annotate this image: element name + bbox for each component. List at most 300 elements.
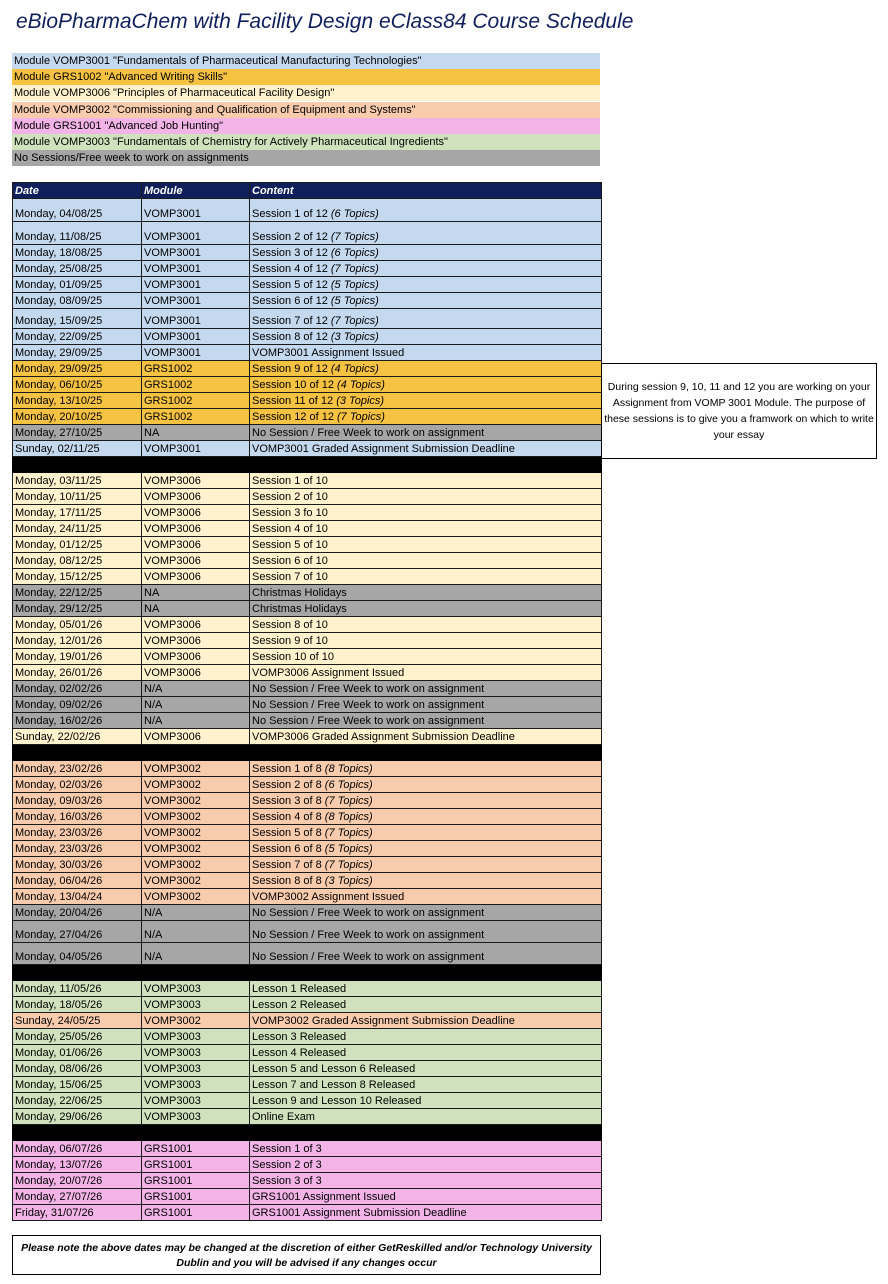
content-cell — [250, 553, 602, 569]
table-row — [13, 649, 602, 665]
module-cell: VOMP3002 — [142, 793, 250, 809]
table-row — [13, 473, 602, 489]
topic-count: (5 Topics) — [330, 279, 379, 291]
legend-item-vomp3003: Module VOMP3003 "Fundamentals of Chemistry for Actively Pharmaceutical Ingredients" — [12, 134, 600, 150]
table-row — [13, 873, 602, 889]
module-cell: N/A — [142, 905, 250, 921]
date-cell: Monday, 16/03/26 — [13, 809, 142, 825]
table-row — [13, 521, 602, 537]
content-cell — [250, 569, 602, 585]
module-cell: VOMP3002 — [142, 1013, 250, 1029]
content-cell — [250, 761, 602, 777]
content-cell — [250, 997, 602, 1013]
date-cell: Monday, 04/08/25 — [13, 199, 142, 222]
content-text: Session 5 of 8 — [252, 827, 325, 839]
date-cell: Friday, 31/07/26 — [13, 1205, 142, 1221]
content-cell — [250, 1093, 602, 1109]
module-cell: VOMP3006 — [142, 633, 250, 649]
content-cell — [250, 393, 602, 409]
table-row — [13, 665, 602, 681]
table-header-row — [13, 183, 602, 199]
content-cell — [250, 889, 602, 905]
module-cell: GRS1001 — [142, 1205, 250, 1221]
module-cell: VOMP3006 — [142, 473, 250, 489]
content-text: Session 1 of 8 — [252, 763, 325, 775]
date-cell: Monday, 15/09/25 — [13, 309, 142, 329]
topic-count: (8 Topics) — [324, 763, 373, 775]
table-row — [13, 713, 602, 729]
date-cell: Monday, 20/04/26 — [13, 905, 142, 921]
content-cell — [250, 617, 602, 633]
schedule-body — [13, 199, 602, 1221]
table-row — [13, 809, 602, 825]
table-row — [13, 245, 602, 261]
content-text: Lesson 3 Released — [252, 1031, 347, 1043]
table-row — [13, 825, 602, 841]
content-text: VOMP3001 Graded Assignment Submission Deadline — [252, 443, 515, 455]
content-cell — [250, 489, 602, 505]
table-row — [13, 997, 602, 1013]
page-title: eBioPharmaChem with Facility Design eClass84 Course Schedule — [16, 10, 634, 33]
table-row — [13, 377, 602, 393]
content-text: Session 3 fo 10 — [252, 507, 328, 519]
section-separator — [13, 1125, 602, 1141]
module-cell: VOMP3003 — [142, 1045, 250, 1061]
content-cell — [250, 537, 602, 553]
content-text: Session 1 of 3 — [252, 1143, 322, 1155]
date-cell: Monday, 20/07/26 — [13, 1173, 142, 1189]
content-cell — [250, 1157, 602, 1173]
content-text: Christmas Holidays — [252, 603, 347, 615]
content-cell — [250, 633, 602, 649]
table-row — [13, 569, 602, 585]
module-cell: VOMP3002 — [142, 809, 250, 825]
module-cell: VOMP3001 — [142, 345, 250, 361]
content-text: Session 6 of 12 — [252, 295, 331, 307]
table-row — [13, 1173, 602, 1189]
table-row — [13, 633, 602, 649]
date-cell: Monday, 15/06/25 — [13, 1077, 142, 1093]
table-row — [13, 1157, 602, 1173]
topic-count: (8 Topics) — [324, 811, 373, 823]
content-text: Online Exam — [252, 1111, 315, 1123]
content-text: Session 1 of 12 — [252, 208, 331, 220]
table-row — [13, 681, 602, 697]
content-text: Session 10 of 12 — [252, 379, 338, 391]
content-text: Lesson 2 Released — [252, 999, 347, 1011]
section-separator — [13, 965, 602, 981]
content-cell — [250, 521, 602, 537]
module-cell: GRS1001 — [142, 1141, 250, 1157]
module-cell: VOMP3006 — [142, 569, 250, 585]
module-cell: VOMP3003 — [142, 981, 250, 997]
table-row — [13, 277, 602, 293]
content-cell — [250, 905, 602, 921]
table-row — [13, 441, 602, 457]
table-row — [13, 361, 602, 377]
topic-count: (3 Topics) — [336, 395, 385, 407]
table-row — [13, 793, 602, 809]
content-text: Session 4 of 8 — [252, 811, 325, 823]
topic-count: (7 Topics) — [324, 859, 373, 871]
date-cell: Monday, 18/05/26 — [13, 997, 142, 1013]
column-header-content: Content — [250, 183, 602, 199]
legend-item-vomp3001: Module VOMP3001 "Fundamentals of Pharmaceutical Manufacturing Technologies" — [12, 53, 600, 69]
content-text: No Session / Free Week to work on assignment — [252, 907, 485, 919]
content-cell — [250, 601, 602, 617]
module-cell: VOMP3001 — [142, 293, 250, 309]
date-cell: Monday, 09/02/26 — [13, 697, 142, 713]
table-row — [13, 1013, 602, 1029]
separator-bar — [13, 457, 602, 473]
content-text: VOMP3002 Assignment Issued — [252, 891, 405, 903]
table-row — [13, 537, 602, 553]
content-cell — [250, 473, 602, 489]
module-cell: VOMP3002 — [142, 857, 250, 873]
content-text: Lesson 1 Released — [252, 983, 347, 995]
topic-count: (6 Topics) — [324, 779, 373, 791]
date-cell: Monday, 13/10/25 — [13, 393, 142, 409]
module-cell: VOMP3002 — [142, 841, 250, 857]
table-row — [13, 309, 602, 329]
table-row — [13, 585, 602, 601]
content-text: Lesson 7 and Lesson 8 Released — [252, 1079, 416, 1091]
module-cell: VOMP3003 — [142, 997, 250, 1013]
content-text: Lesson 5 and Lesson 6 Released — [252, 1063, 416, 1075]
content-cell — [250, 585, 602, 601]
content-text: Session 1 of 10 — [252, 475, 328, 487]
module-cell: VOMP3003 — [142, 1029, 250, 1045]
content-text: Session 7 of 8 — [252, 859, 325, 871]
table-row — [13, 1061, 602, 1077]
content-text: Session 3 of 3 — [252, 1175, 322, 1187]
table-row — [13, 1093, 602, 1109]
module-legend — [12, 53, 600, 166]
date-cell: Monday, 29/09/25 — [13, 345, 142, 361]
table-row — [13, 222, 602, 245]
table-row — [13, 777, 602, 793]
table-row — [13, 617, 602, 633]
topic-count: (7 Topics) — [330, 231, 379, 243]
module-cell: VOMP3006 — [142, 553, 250, 569]
topic-count: (7 Topics) — [330, 263, 379, 275]
table-row — [13, 697, 602, 713]
content-cell — [250, 1141, 602, 1157]
content-text: Session 2 of 10 — [252, 491, 328, 503]
content-text: Session 12 of 12 — [252, 411, 338, 423]
content-text: No Session / Free Week to work on assignment — [252, 699, 485, 711]
table-row — [13, 199, 602, 222]
section-separator — [13, 745, 602, 761]
section-separator — [13, 457, 602, 473]
module-cell: N/A — [142, 921, 250, 943]
date-cell: Monday, 24/11/25 — [13, 521, 142, 537]
module-cell: GRS1002 — [142, 409, 250, 425]
table-row — [13, 601, 602, 617]
content-cell — [250, 825, 602, 841]
content-cell — [250, 277, 602, 293]
table-row — [13, 329, 602, 345]
table-row — [13, 409, 602, 425]
content-cell — [250, 873, 602, 889]
content-cell — [250, 377, 602, 393]
date-cell: Monday, 02/02/26 — [13, 681, 142, 697]
content-text: Session 5 of 12 — [252, 279, 331, 291]
date-cell: Monday, 23/03/26 — [13, 825, 142, 841]
date-cell: Monday, 06/04/26 — [13, 873, 142, 889]
table-row — [13, 345, 602, 361]
table-row — [13, 1077, 602, 1093]
date-cell: Monday, 27/07/26 — [13, 1189, 142, 1205]
date-cell: Monday, 11/08/25 — [13, 222, 142, 245]
table-row — [13, 1141, 602, 1157]
topic-count: (7 Topics) — [330, 315, 379, 327]
content-cell — [250, 1109, 602, 1125]
module-cell: VOMP3003 — [142, 1061, 250, 1077]
content-cell — [250, 309, 602, 329]
module-cell: VOMP3006 — [142, 537, 250, 553]
content-text: Session 2 of 12 — [252, 231, 331, 243]
content-text: No Session / Free Week to work on assignment — [252, 715, 485, 727]
content-cell — [250, 857, 602, 873]
module-cell: VOMP3006 — [142, 617, 250, 633]
date-cell: Monday, 22/06/25 — [13, 1093, 142, 1109]
table-row — [13, 841, 602, 857]
topic-count: (3 Topics) — [324, 875, 373, 887]
module-cell: GRS1001 — [142, 1173, 250, 1189]
content-text: Session 8 of 8 — [252, 875, 325, 887]
module-cell: VOMP3006 — [142, 521, 250, 537]
module-cell: VOMP3001 — [142, 222, 250, 245]
module-cell: N/A — [142, 681, 250, 697]
disclaimer-footer: Please note the above dates may be changed at the discretion of either GetReskilled and/or Technology University Dublin and you will be advised if any changes occur — [12, 1235, 601, 1275]
date-cell: Monday, 08/06/26 — [13, 1061, 142, 1077]
table-row — [13, 1189, 602, 1205]
topic-count: (5 Topics) — [324, 843, 373, 855]
module-cell: N/A — [142, 697, 250, 713]
date-cell: Monday, 30/03/26 — [13, 857, 142, 873]
content-text: Session 7 of 12 — [252, 315, 331, 327]
content-cell — [250, 1077, 602, 1093]
content-text: VOMP3002 Graded Assignment Submission Deadline — [252, 1015, 515, 1027]
content-text: Session 9 of 12 — [252, 363, 331, 375]
content-text: Session 6 of 8 — [252, 843, 325, 855]
module-cell: VOMP3001 — [142, 441, 250, 457]
table-row — [13, 889, 602, 905]
date-cell: Monday, 08/12/25 — [13, 553, 142, 569]
date-cell: Monday, 17/11/25 — [13, 505, 142, 521]
date-cell: Monday, 03/11/25 — [13, 473, 142, 489]
module-cell: GRS1002 — [142, 377, 250, 393]
content-cell — [250, 649, 602, 665]
date-cell: Monday, 13/07/26 — [13, 1157, 142, 1173]
module-cell: NA — [142, 425, 250, 441]
table-row — [13, 425, 602, 441]
content-cell — [250, 1045, 602, 1061]
table-row — [13, 293, 602, 309]
content-cell — [250, 293, 602, 309]
date-cell: Monday, 06/07/26 — [13, 1141, 142, 1157]
legend-item-grs1002: Module GRS1002 "Advanced Writing Skills" — [12, 69, 600, 85]
date-cell: Monday, 27/10/25 — [13, 425, 142, 441]
content-cell — [250, 199, 602, 222]
content-cell — [250, 409, 602, 425]
content-cell — [250, 921, 602, 943]
content-cell — [250, 713, 602, 729]
module-cell: VOMP3006 — [142, 665, 250, 681]
table-row — [13, 761, 602, 777]
module-cell: VOMP3006 — [142, 649, 250, 665]
content-cell — [250, 245, 602, 261]
separator-bar — [13, 965, 602, 981]
content-cell — [250, 777, 602, 793]
module-cell: GRS1002 — [142, 361, 250, 377]
topic-count: (5 Topics) — [330, 295, 379, 307]
content-text: VOMP3001 Assignment Issued — [252, 347, 405, 359]
module-cell: VOMP3003 — [142, 1077, 250, 1093]
module-cell: VOMP3006 — [142, 489, 250, 505]
topic-count: (7 Topics) — [324, 827, 373, 839]
table-row — [13, 553, 602, 569]
date-cell: Monday, 02/03/26 — [13, 777, 142, 793]
content-text: VOMP3006 Graded Assignment Submission Deadline — [252, 731, 515, 743]
table-row — [13, 1109, 602, 1125]
content-text: Session 2 of 8 — [252, 779, 325, 791]
topic-count: (7 Topics) — [324, 795, 373, 807]
date-cell: Monday, 09/03/26 — [13, 793, 142, 809]
module-cell: VOMP3002 — [142, 761, 250, 777]
date-cell: Sunday, 02/11/25 — [13, 441, 142, 457]
content-text: Lesson 4 Released — [252, 1047, 347, 1059]
module-cell: VOMP3001 — [142, 277, 250, 293]
module-cell: NA — [142, 585, 250, 601]
table-row — [13, 505, 602, 521]
content-cell — [250, 697, 602, 713]
date-cell: Monday, 01/09/25 — [13, 277, 142, 293]
content-cell — [250, 345, 602, 361]
date-cell: Monday, 22/09/25 — [13, 329, 142, 345]
content-text: Session 5 of 10 — [252, 539, 328, 551]
content-cell — [250, 809, 602, 825]
module-cell: VOMP3006 — [142, 505, 250, 521]
content-text: Session 2 of 3 — [252, 1159, 322, 1171]
module-cell: VOMP3002 — [142, 889, 250, 905]
content-text: Session 3 of 8 — [252, 795, 325, 807]
content-cell — [250, 981, 602, 997]
content-cell — [250, 665, 602, 681]
content-text: Session 8 of 10 — [252, 619, 328, 631]
content-text: Session 6 of 10 — [252, 555, 328, 567]
table-row — [13, 857, 602, 873]
module-cell: VOMP3002 — [142, 777, 250, 793]
content-cell — [250, 1205, 602, 1221]
content-text: No Session / Free Week to work on assignment — [252, 683, 485, 695]
table-row — [13, 489, 602, 505]
content-cell — [250, 222, 602, 245]
table-row — [13, 943, 602, 965]
table-row — [13, 1029, 602, 1045]
table-row — [13, 981, 602, 997]
date-cell: Monday, 06/10/25 — [13, 377, 142, 393]
content-cell — [250, 793, 602, 809]
date-cell: Monday, 12/01/26 — [13, 633, 142, 649]
content-text: VOMP3006 Assignment Issued — [252, 667, 405, 679]
date-cell: Monday, 25/08/25 — [13, 261, 142, 277]
table-row — [13, 905, 602, 921]
module-cell: VOMP3001 — [142, 329, 250, 345]
topic-count: (6 Topics) — [330, 208, 379, 220]
content-text: Session 8 of 12 — [252, 331, 331, 343]
content-text: GRS1001 Assignment Issued — [252, 1191, 396, 1203]
content-text: No Session / Free Week to work on assignment — [252, 929, 485, 941]
date-cell: Monday, 11/05/26 — [13, 981, 142, 997]
table-row — [13, 393, 602, 409]
content-cell — [250, 441, 602, 457]
date-cell: Monday, 16/02/26 — [13, 713, 142, 729]
content-cell — [250, 729, 602, 745]
content-cell — [250, 1029, 602, 1045]
assignment-note: During session 9, 10, 11 and 12 you are working on your Assignment from VOMP 3001 Module. The purpose of these sessions is to give you a framwork on which to write your essay — [601, 363, 877, 459]
content-text: No Session / Free Week to work on assignment — [252, 427, 485, 439]
table-row — [13, 1205, 602, 1221]
module-cell: GRS1001 — [142, 1189, 250, 1205]
date-cell: Sunday, 22/02/26 — [13, 729, 142, 745]
content-cell — [250, 361, 602, 377]
date-cell: Monday, 01/06/26 — [13, 1045, 142, 1061]
date-cell: Monday, 13/04/24 — [13, 889, 142, 905]
content-cell — [250, 1189, 602, 1205]
date-cell: Monday, 18/08/25 — [13, 245, 142, 261]
content-text: Lesson 9 and Lesson 10 Released — [252, 1095, 422, 1107]
topic-count: (4 Topics) — [330, 363, 379, 375]
table-row — [13, 729, 602, 745]
content-text: Session 10 of 10 — [252, 651, 334, 663]
schedule-table — [12, 182, 602, 1221]
separator-bar — [13, 745, 602, 761]
date-cell: Monday, 20/10/25 — [13, 409, 142, 425]
date-cell: Monday, 29/12/25 — [13, 601, 142, 617]
module-cell: VOMP3006 — [142, 729, 250, 745]
content-text: No Session / Free Week to work on assignment — [252, 951, 485, 963]
date-cell: Monday, 19/01/26 — [13, 649, 142, 665]
content-text: Session 4 of 10 — [252, 523, 328, 535]
topic-count: (7 Topics) — [337, 411, 385, 423]
module-cell: GRS1002 — [142, 393, 250, 409]
module-cell: VOMP3001 — [142, 309, 250, 329]
date-cell: Monday, 22/12/25 — [13, 585, 142, 601]
date-cell: Monday, 08/09/25 — [13, 293, 142, 309]
module-cell: NA — [142, 601, 250, 617]
content-text: Session 9 of 10 — [252, 635, 328, 647]
date-cell: Monday, 04/05/26 — [13, 943, 142, 965]
date-cell: Monday, 27/04/26 — [13, 921, 142, 943]
legend-item-grs1001: Module GRS1001 "Advanced Job Hunting" — [12, 118, 600, 134]
column-header-date: Date — [13, 183, 142, 199]
table-row — [13, 921, 602, 943]
date-cell: Sunday, 24/05/25 — [13, 1013, 142, 1029]
content-cell — [250, 1173, 602, 1189]
legend-item-vomp3006: Module VOMP3006 "Principles of Pharmaceutical Facility Design" — [12, 85, 600, 101]
date-cell: Monday, 29/09/25 — [13, 361, 142, 377]
column-header-module: Module — [142, 183, 250, 199]
content-cell — [250, 1013, 602, 1029]
date-cell: Monday, 05/01/26 — [13, 617, 142, 633]
date-cell: Monday, 01/12/25 — [13, 537, 142, 553]
content-cell — [250, 505, 602, 521]
date-cell: Monday, 29/06/26 — [13, 1109, 142, 1125]
content-text: Session 4 of 12 — [252, 263, 331, 275]
topic-count: (6 Topics) — [330, 247, 379, 259]
